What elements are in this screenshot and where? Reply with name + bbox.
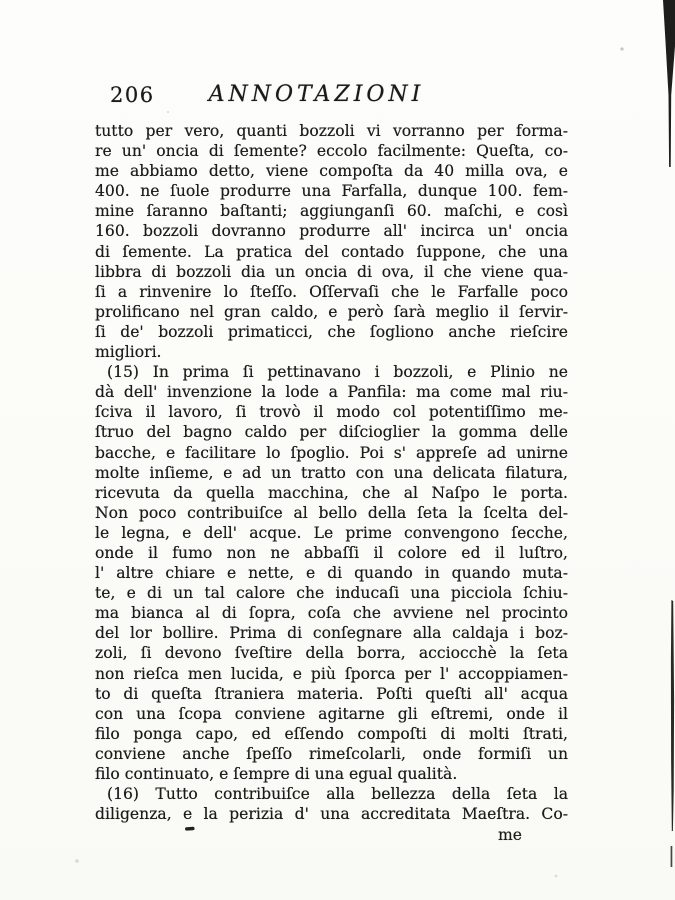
text-line: re un' oncia di ſemente? eccolo facilmente: Queſta, co- [95,142,568,161]
text-line: di ſemente. La pratica del contado ſuppone, che una [95,242,568,261]
running-title: ANNOTAZIONI [208,82,425,107]
paper-speck [620,47,623,50]
text-line: ſciva il lavoro, ſi trovò il modo col potentiſſimo me- [95,403,568,422]
text-line: me abbiamo detto, viene compoſta da 40 milla ova, e [95,162,568,181]
paper-speck [167,111,169,113]
scan-edge-streak-top-right [663,0,675,167]
text-line: ma bianca al di ſopra, coſa che avviene nel procinto [95,604,568,623]
scan-edge-line-bottom-right [671,600,674,831]
text-line: molte inſieme, e ad un tratto con una delicata filatura, [95,463,568,482]
text-line: prolificano nel gran caldo, e però ſarà meglio il ſervir- [95,302,568,321]
text-line: dà dell' invenzione la lode a Panfila: ma come mal riu- [95,383,568,402]
text-line-paragraph-end: migliori. [95,343,162,362]
text-line: zoli, ſi devono ſveſtire della borra, acciocchè la ſeta [95,644,568,663]
text-line: tutto per vero, quanti bozzoli vi vorranno per forma- [95,122,568,140]
text-line-note-15-start: (15) In prima ſi pettinavano i bozzoli, e Plinio ne [107,363,568,382]
page-number: 206 [110,83,155,107]
text-line: con una ſcopa conviene agitarne gli eſtremi, onde il [95,704,568,723]
text-line: l' altre chiare e nette, e di quando in quando muta- [95,564,568,583]
text-line-note-16-start: (16) Tutto contribuiſce alla bellezza della ſeta la [107,785,568,804]
text-line-paragraph-end: filo continuato, e ſempre di una egual qualità. [95,765,458,783]
text-line: ſi a rinvenire lo ſteſſo. Oſſervaſi che le Farfalle poco [95,282,568,301]
text-line: ricevuta da quella macchina, che al Naſpo le porta. [95,483,568,502]
text-line: le legna, e dell' acque. Le prime convengono ſecche, [95,523,568,542]
text-line: onde il fumo non ne abbaſſi il colore ed il luſtro, [95,543,568,562]
text-line: conviene anche ſpeſſo rimeſcolarli, onde formiſi un [95,744,568,763]
paper-speck [75,859,79,863]
text-line: Non poco contribuiſce al bello della ſeta la ſcelta del- [95,503,568,522]
text-line: ſtruo del bagno caldo per diſcioglier la gomma delle [95,423,568,442]
text-line: 160. bozzoli dovranno produrre all' incirca un' oncia [95,222,568,241]
text-line: te, e di un tal calore che inducaſi una picciola ſchiu- [95,584,568,603]
text-line: non rieſca men lucida, e più ſporca per l' accoppiamen- [95,664,568,683]
text-line: mine ſaranno baſtanti; aggiunganſi 60. maſchi, e così [95,202,568,221]
text-line: libbra di bozzoli dia un oncia di ova, il che viene qua- [95,262,568,281]
scan-edge-tick [671,846,673,867]
text-line: bacche, e facilitare lo ſpoglio. Poi s' appreſe ad unirne [95,443,568,462]
text-line: filo ponga capo, ed eſſendo compoſti di molti ſtrati, [95,724,568,743]
text-line: ſi de' bozzoli primaticci, che ſogliono anche rieſcire [95,322,568,341]
paper-speck [555,875,558,878]
text-line: diligenza, e la perizia d' una accreditata Maeſtra. Co- [95,805,568,824]
printer-dash-mark [185,827,195,831]
catchword: me [498,826,523,844]
text-line: del lor bollire. Prima di conſegnare alla caldaja i boz- [95,624,568,643]
text-line: to di queſta ſtraniera materia. Poſti queſti all' acqua [95,684,568,703]
text-line: 400. ne ſuole produrre una Farfalla, dunque 100. fem- [95,182,568,201]
